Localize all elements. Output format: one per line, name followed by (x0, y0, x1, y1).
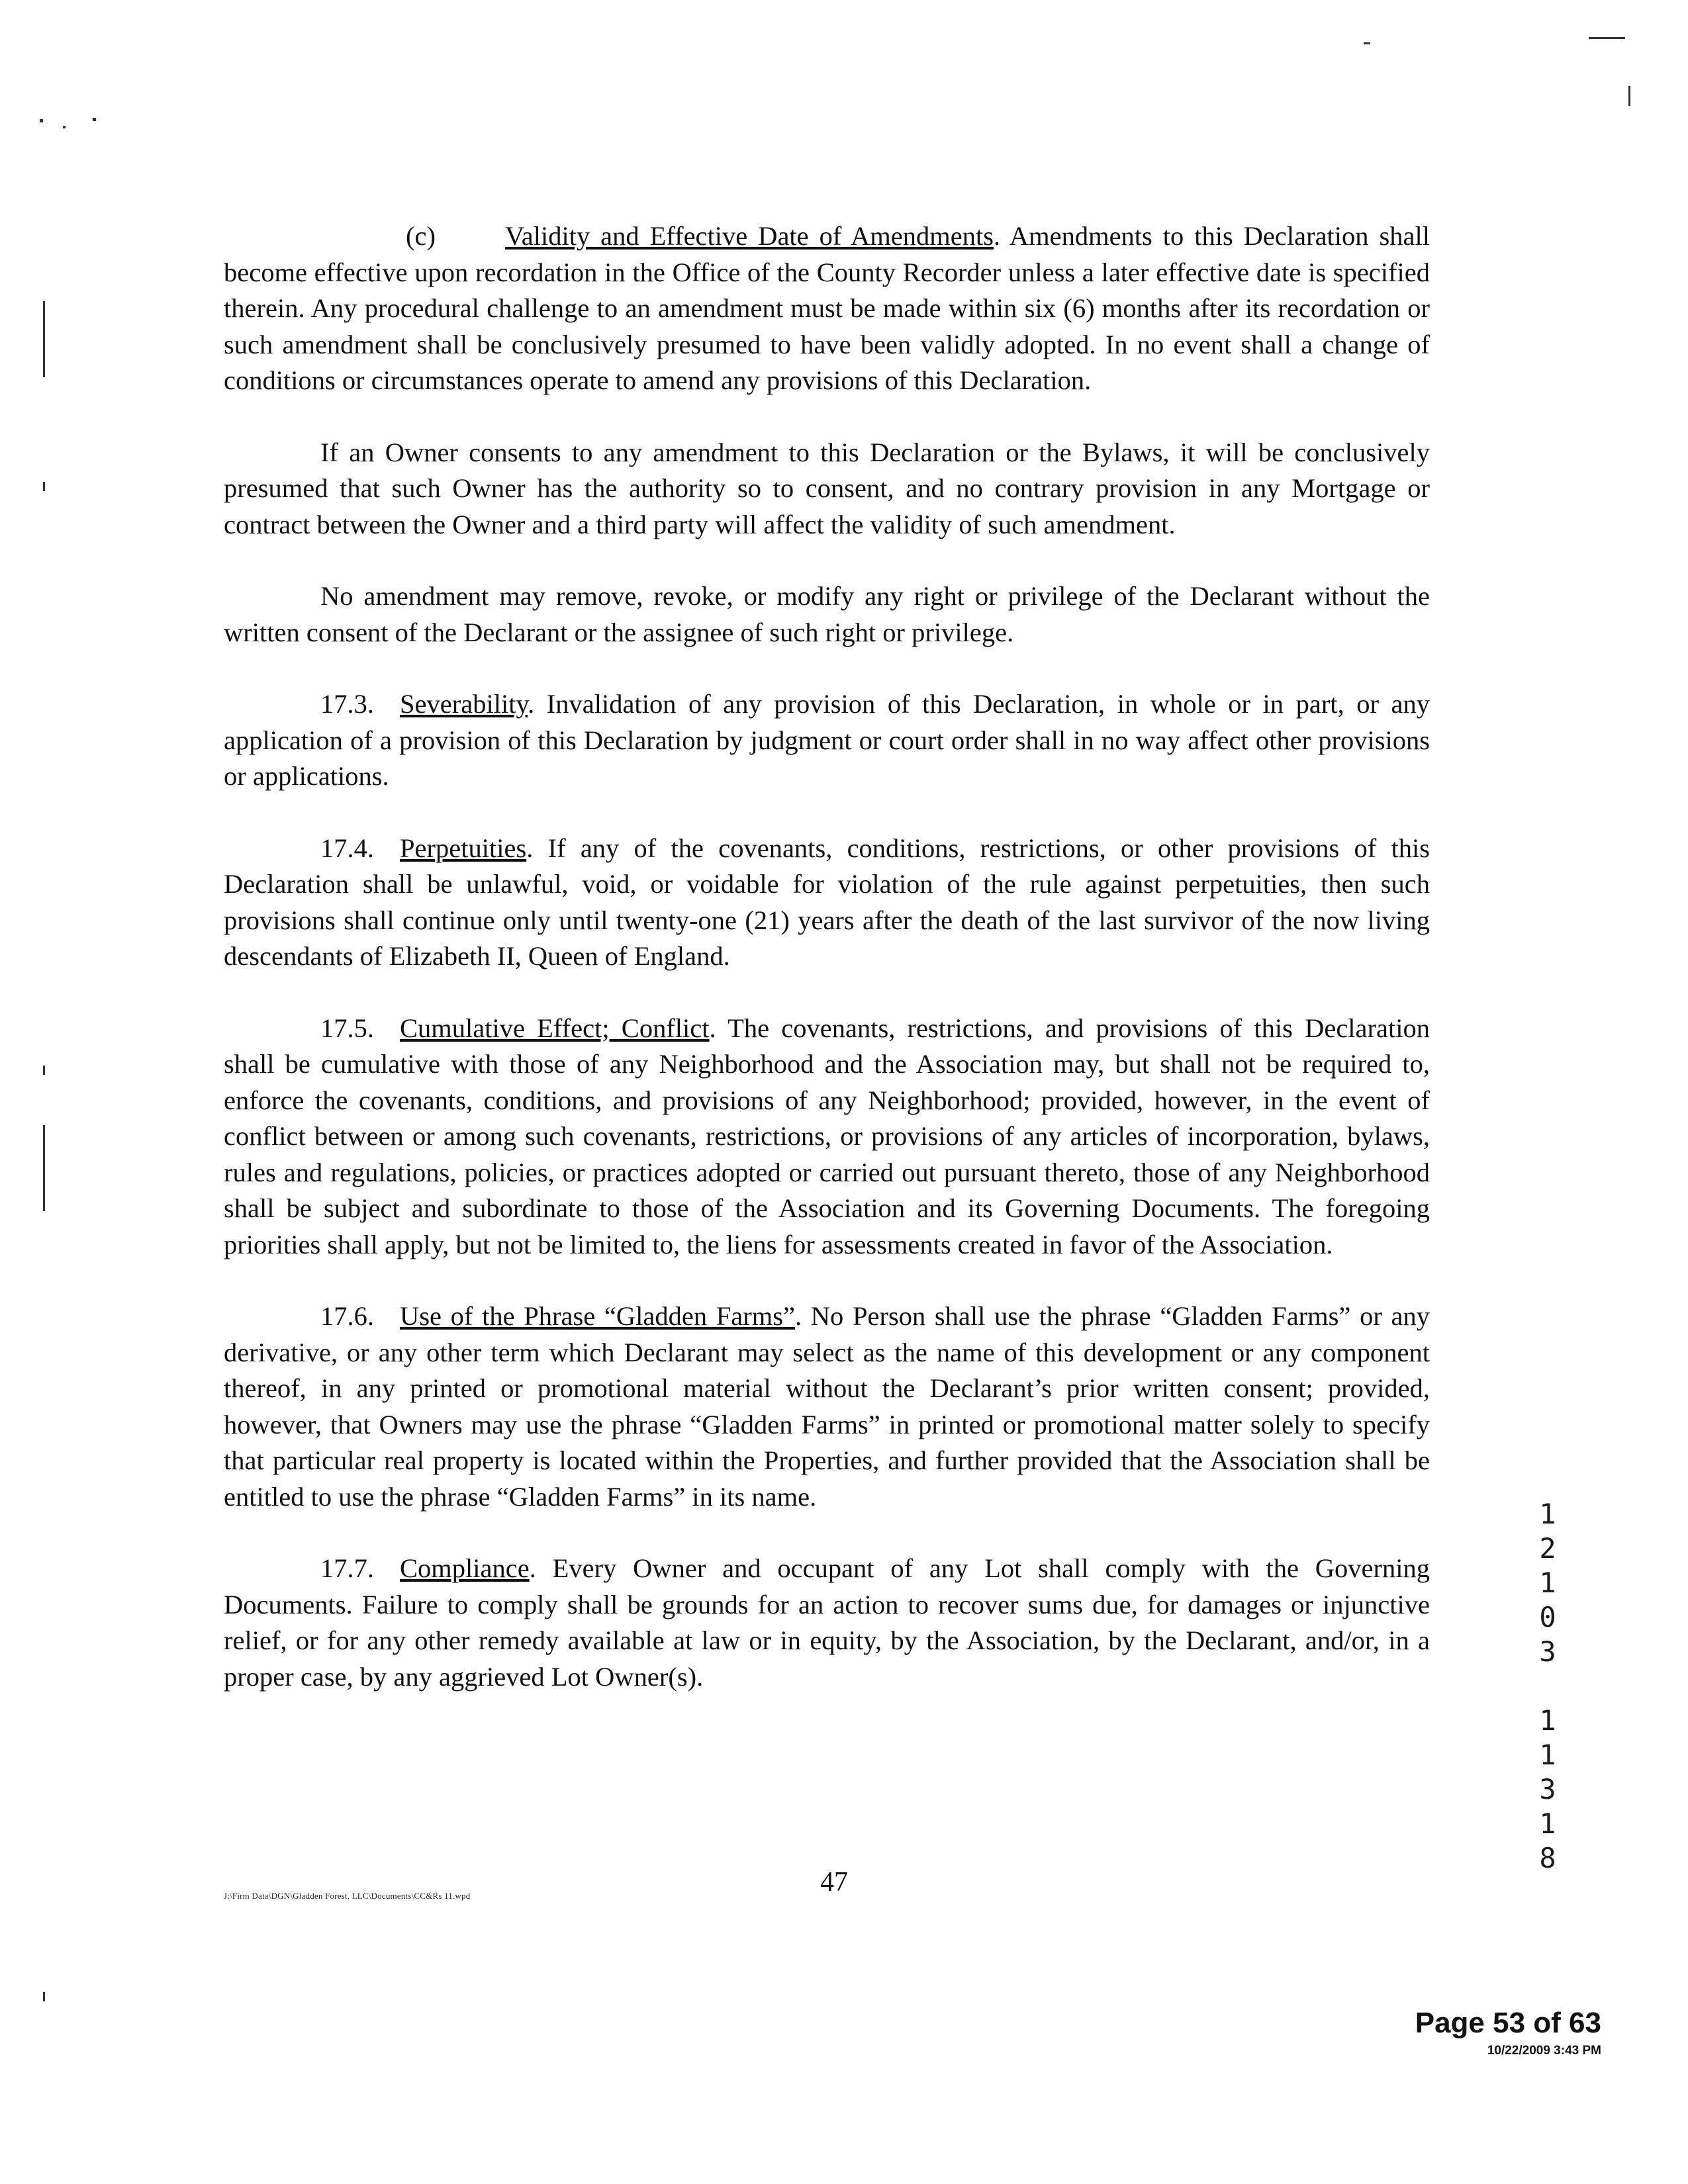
fax-page-label: Page 53 of 63 (1415, 2007, 1601, 2039)
section-17-4 (224, 831, 1430, 975)
recording-digit: 1 (1539, 1807, 1556, 1840)
scan-speck (1364, 42, 1370, 44)
scan-speck (43, 1992, 45, 2001)
recording-digit: 8 (1539, 1842, 1556, 1874)
section-number: 17.7. (320, 1553, 374, 1583)
section-number: 17.4. (320, 833, 374, 863)
subsection-label: (c) (406, 221, 436, 251)
recording-digit: 3 (1539, 1773, 1556, 1805)
file-path: J:\Firm Data\DGN\Gladden Forest, LLC\Documents\CC&Rs 11.wpd (224, 1891, 471, 1901)
recording-digit: 1 (1539, 1739, 1556, 1771)
recording-digit: 1 (1539, 1498, 1556, 1530)
section-17-7 (224, 1551, 1430, 1695)
amendments-validity-heading: Validity and Effective Date of Amendments (505, 221, 994, 251)
section-17-5 (224, 1011, 1430, 1263)
section-text: . Invalidation of any provision of this Declaration, in whole or in part, or any application of a provision of this Declaration by judgment or court order shall in no way affect other provisions or applications. (224, 689, 1430, 791)
revision-bar (43, 301, 45, 377)
section-number: 17.5. (320, 1013, 374, 1043)
section-17-6 (224, 1298, 1430, 1515)
section-heading: Compliance (400, 1553, 530, 1583)
section-heading: Severability (400, 689, 528, 719)
recording-digit: 1 (1539, 1567, 1556, 1599)
section-heading: Perpetuities (400, 833, 527, 863)
revision-bar (43, 1125, 45, 1211)
amendments-validity-paragraph (224, 218, 1430, 399)
scan-speck (40, 119, 43, 122)
recording-digit: 1 (1539, 1704, 1556, 1737)
section-17-3 (224, 686, 1430, 795)
fax-timestamp: 10/22/2009 3:43 PM (1487, 2044, 1601, 2058)
section-heading: Use of the Phrase “Gladden Farms” (400, 1301, 795, 1331)
recording-gap (1534, 1669, 1561, 1704)
recording-digit: 3 (1539, 1635, 1556, 1668)
scan-speck (1589, 37, 1625, 39)
scan-speck (43, 482, 45, 491)
section-heading: Cumulative Effect; Conflict (400, 1013, 710, 1043)
section-number: 17.3. (320, 689, 374, 719)
declaration-text (224, 218, 1430, 1731)
section-text: . No Person shall use the phrase “Gladden Farms” or any derivative, or any other term which Declarant may select as the name of this development or any component thereof, in any printed or promotional material without the Declarant’s prior written consent; provided, however, that Owners may use the phrase “Gladden Farms” in printed or promotional matter solely to specify that particular real property is located within the Properties, and further provided that the Association shall be entitled to use the phrase “Gladden Farms” in its name. (224, 1301, 1430, 1512)
section-text: . Every Owner and occupant of any Lot shall comply with the Governing Documents. Failure to comply shall be grounds for an action to recover sums due, for damages or injunctive relief, or for any other remedy available at law or in equity, by the Association, by the Declarant, and/or, in a proper case, by any aggrieved Lot Owner(s). (224, 1553, 1430, 1692)
recording-digit: 0 (1539, 1601, 1556, 1633)
page-number: 47 (820, 1867, 848, 1897)
section-number: 17.6. (320, 1301, 374, 1331)
owner-consent-paragraph: If an Owner consents to any amendment to this Declaration or the Bylaws, it will be conclusively presumed that such Owner has the authority so to consent, and no contrary provision in any Mortgage or contract between the Owner and a third party will affect the validity of such amendment. (224, 437, 1430, 539)
recording-number (1534, 1497, 1561, 1876)
scan-speck (63, 126, 66, 128)
scan-speck (43, 1066, 45, 1075)
section-text: . The covenants, restrictions, and provisions of this Declaration shall be cumulative with those of any Neighborhood and the Association may, but shall not be required to, enforce the covenants, conditions, and provisions of any Neighborhood; provided, however, in the event of conflict between or among such covenants, restrictions, or provisions of any articles of incorporation, bylaws, rules and regulations, policies, or practices adopted or carried out pursuant thereto, those of any Neighborhood shall be subject and subordinate to those of the Association and its Governing Documents. The foregoing priorities shall apply, but not be limited to, the liens for assessments created in favor of the Association. (224, 1013, 1430, 1259)
scan-speck (93, 118, 96, 121)
section-text: . If any of the covenants, conditions, restrictions, or other provisions of this Declaration shall be unlawful, void, or voidable for violation of the rule against perpetuities, then such provisions shall continue only until twenty-one (21) years after the death of the last survivor of the now living descendants of Elizabeth II, Queen of England. (224, 833, 1430, 971)
scan-speck (1628, 86, 1630, 106)
declarant-rights-paragraph: No amendment may remove, revoke, or modify any right or privilege of the Declarant without the written consent of the Declarant or the assignee of such right or privilege. (224, 581, 1430, 647)
amendments-validity-text: . Amendments to this Declaration shall become effective upon recordation in the Office of the County Recorder unless a later effective date is specified therein. Any procedural challenge to an amendment must be made within six (6) months after its recordation or such amendment shall be conclusively presumed to have been validly adopted. In no event shall a change of conditions or circumstances operate to amend any provisions of this Declaration. (224, 221, 1430, 395)
recording-digit: 2 (1539, 1532, 1556, 1565)
